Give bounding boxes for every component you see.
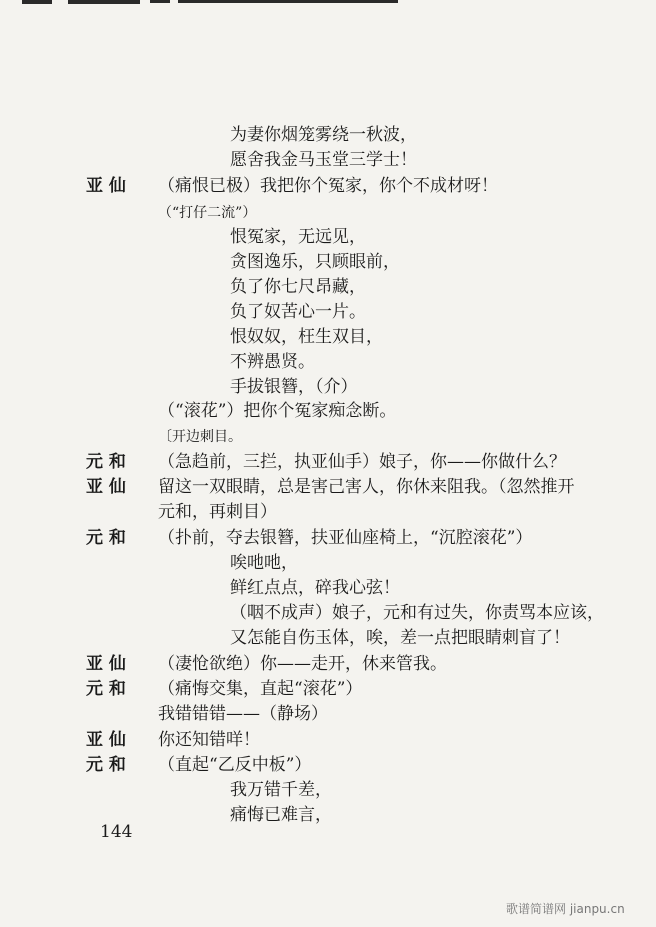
dialogue-text: （痛悔交集，直起“滚花”） xyxy=(158,679,363,699)
script-line: 不辨愚贤。 xyxy=(230,352,315,372)
script-line: 恨冤家，无远见， xyxy=(230,227,366,247)
dialogue-text: 你还知错咩！ xyxy=(158,730,260,750)
dialogue-text: （扑前，夺去银簪，扶亚仙座椅上，“沉腔滚花”） xyxy=(158,528,533,548)
script-line: 唉吔吔， xyxy=(230,553,298,573)
script-line: 元和，再刺目） xyxy=(158,502,277,522)
speaker-name: 元 和 xyxy=(86,528,126,548)
scan-edge-mark xyxy=(68,0,140,4)
speaker-name: 亚 仙 xyxy=(86,654,126,674)
script-line: 痛悔已难言， xyxy=(230,805,332,825)
script-line: （咽不成声）娘子，元和有过失，你责骂本应该， xyxy=(230,603,604,623)
speaker-name: 亚 仙 xyxy=(86,477,126,497)
dialogue-text: （直起“乙反中板”） xyxy=(158,755,312,775)
site-watermark: 歌谱简谱网 jianpu.cn xyxy=(506,902,625,916)
script-line: 贪图逸乐，只顾眼前， xyxy=(230,252,400,272)
scan-edge-mark xyxy=(178,0,398,3)
speaker-name: 亚 仙 xyxy=(86,730,126,750)
speaker-name: 元 和 xyxy=(86,755,126,775)
script-line: 负了你七尺昂藏， xyxy=(230,277,366,297)
script-line: 我万错千差， xyxy=(230,780,332,800)
stage-direction: 〔开边刺目。 xyxy=(158,429,242,445)
dialogue-text: （急趋前，三拦，执亚仙手）娘子，你——你做什么？ xyxy=(158,452,566,472)
speaker-name: 元 和 xyxy=(86,679,126,699)
dialogue-text: （凄怆欲绝）你——走开，休来管我。 xyxy=(158,654,447,674)
script-line: 愿舍我金马玉堂三学士！ xyxy=(230,150,417,170)
page-number: 144 xyxy=(100,822,133,842)
scan-edge-mark xyxy=(150,0,170,3)
script-line: 又怎能自伤玉体，唉，差一点把眼睛刺盲了！ xyxy=(230,628,570,648)
speaker-name: 元 和 xyxy=(86,452,126,472)
script-line: 恨奴奴，枉生双目， xyxy=(230,327,383,347)
script-line: 为妻你烟笼雾绕一秋波， xyxy=(230,125,417,145)
scan-edge-mark xyxy=(22,0,52,4)
speaker-name: 亚 仙 xyxy=(86,176,126,196)
dialogue-text: 留这一双眼睛，总是害己害人，你休来阻我。（忽然推开 xyxy=(158,477,575,497)
script-line: 鲜红点点，碎我心弦！ xyxy=(230,578,400,598)
script-line: 手拔银簪，（介） xyxy=(230,377,358,397)
script-line: （“滚花”）把你个冤家痴念断。 xyxy=(158,401,397,421)
script-line: 负了奴苦心一片。 xyxy=(230,302,366,322)
stage-direction: （“打仔二流”） xyxy=(158,205,257,221)
dialogue-text: （痛恨已极）我把你个冤家，你个不成材呀！ xyxy=(158,176,498,196)
script-line: 我错错错——（静场） xyxy=(158,704,328,724)
